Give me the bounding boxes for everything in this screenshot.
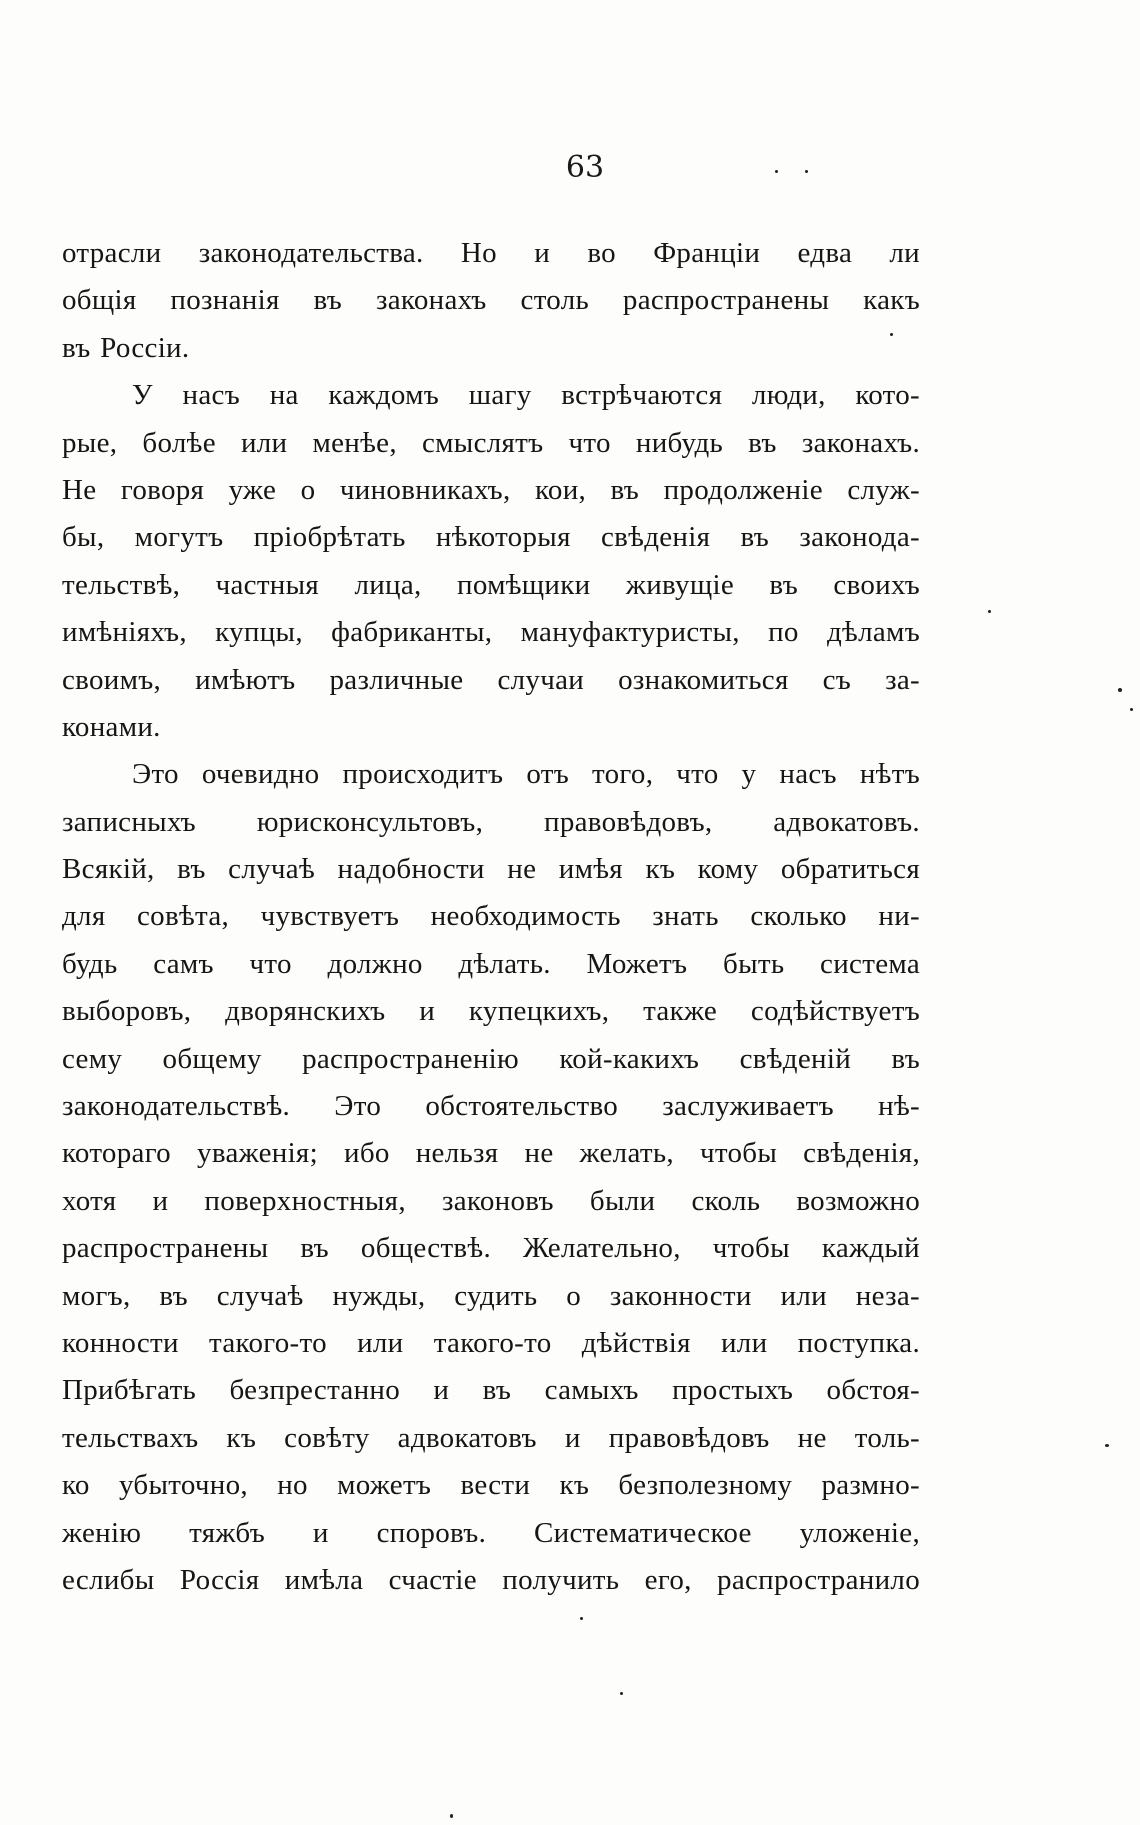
- scan-speck: [890, 333, 893, 336]
- text-line: Всякій, въ случаѣ надобности не имѣя къ кому обратиться: [62, 853, 920, 886]
- text-line: Не говоря уже о чиновникахъ, кои, въ продолженіе служ-: [62, 473, 920, 506]
- page-number: 63: [565, 150, 605, 185]
- text-line: законодательствѣ. Это обстоятельство заслуживаетъ нѣ-: [62, 1090, 920, 1123]
- text-line: тельствахъ къ совѣту адвокатовъ и правовѣдовъ не толь-: [62, 1421, 920, 1454]
- scan-speck: [580, 1617, 583, 1620]
- text-line: конности такого-то или такого-то дѣйствія или поступка.: [62, 1326, 920, 1359]
- scan-speck: [620, 1692, 623, 1695]
- text-line: отрасли законодательства. Но и во Франціи едва ли: [62, 237, 920, 269]
- paragraph-1: [62, 230, 920, 372]
- scan-speck: [988, 610, 991, 613]
- text-line: записныхъ юрисконсультовъ, правовѣдовъ, адвокатовъ.: [62, 805, 920, 838]
- scan-speck: [1130, 708, 1133, 711]
- scan-speck: [1105, 1444, 1109, 1447]
- text-line: сему общему распространенію кой-какихъ свѣденій въ: [62, 1042, 920, 1075]
- text-line: бы, могутъ пріобрѣтать нѣкоторыя свѣденія въ законода-: [62, 521, 920, 554]
- text-line: ко убыточно, но можетъ вести къ безполезному размно-: [62, 1469, 920, 1502]
- text-line: будь самъ что должно дѣлать. Можетъ быть система: [62, 947, 920, 980]
- text-line: конами.: [62, 710, 161, 743]
- text-line: рые, болѣе или менѣе, смыслятъ что нибудь въ законахъ.: [62, 426, 920, 459]
- text-line: котораго уваженія; ибо нельзя не желать, чтобы свѣденія,: [62, 1137, 920, 1170]
- scan-speck: [1118, 688, 1122, 692]
- body-text: [62, 230, 920, 1604]
- text-line: общія познанія въ законахъ столь распространены какъ: [62, 284, 920, 317]
- text-line: У насъ на каждомъ шагу встрѣчаются люди, кото-: [132, 379, 920, 412]
- text-line: Это очевидно происходитъ отъ того, что у насъ нѣтъ: [132, 758, 920, 791]
- text-line: для совѣта, чувствуетъ необходимость знать сколько ни-: [62, 900, 920, 933]
- text-line: распространены въ обществѣ. Желательно, чтобы каждый: [62, 1232, 920, 1265]
- scan-speck: [805, 170, 808, 173]
- scan-speck: [450, 1814, 453, 1818]
- text-line: могъ, въ случаѣ нужды, судить о законности или неза-: [62, 1279, 920, 1312]
- text-line: еслибы Россія имѣла счастіе получить его, распространило: [62, 1563, 920, 1596]
- text-line: выборовъ, дворянскихъ и купецкихъ, также содѣйствуетъ: [62, 995, 920, 1028]
- text-line: своимъ, имѣютъ различные случаи ознакомиться съ за-: [62, 663, 920, 696]
- text-line: женію тяжбъ и споровъ. Систематическое уложеніе,: [62, 1516, 920, 1549]
- text-line: Прибѣгать безпрестанно и въ самыхъ простыхъ обстоя-: [62, 1374, 920, 1407]
- text-line: имѣніяхъ, купцы, фабриканты, мануфактуристы, по дѣламъ: [62, 616, 920, 649]
- text-line: въ Россіи.: [62, 331, 190, 364]
- text-line: тельствѣ, частныя лица, помѣщики живущіе въ своихъ: [62, 568, 920, 601]
- scan-speck: [775, 170, 778, 173]
- text-line: хотя и поверхностныя, законовъ были сколь возможно: [62, 1184, 920, 1217]
- paragraph-3: [62, 751, 920, 1604]
- paragraph-2: [62, 372, 920, 751]
